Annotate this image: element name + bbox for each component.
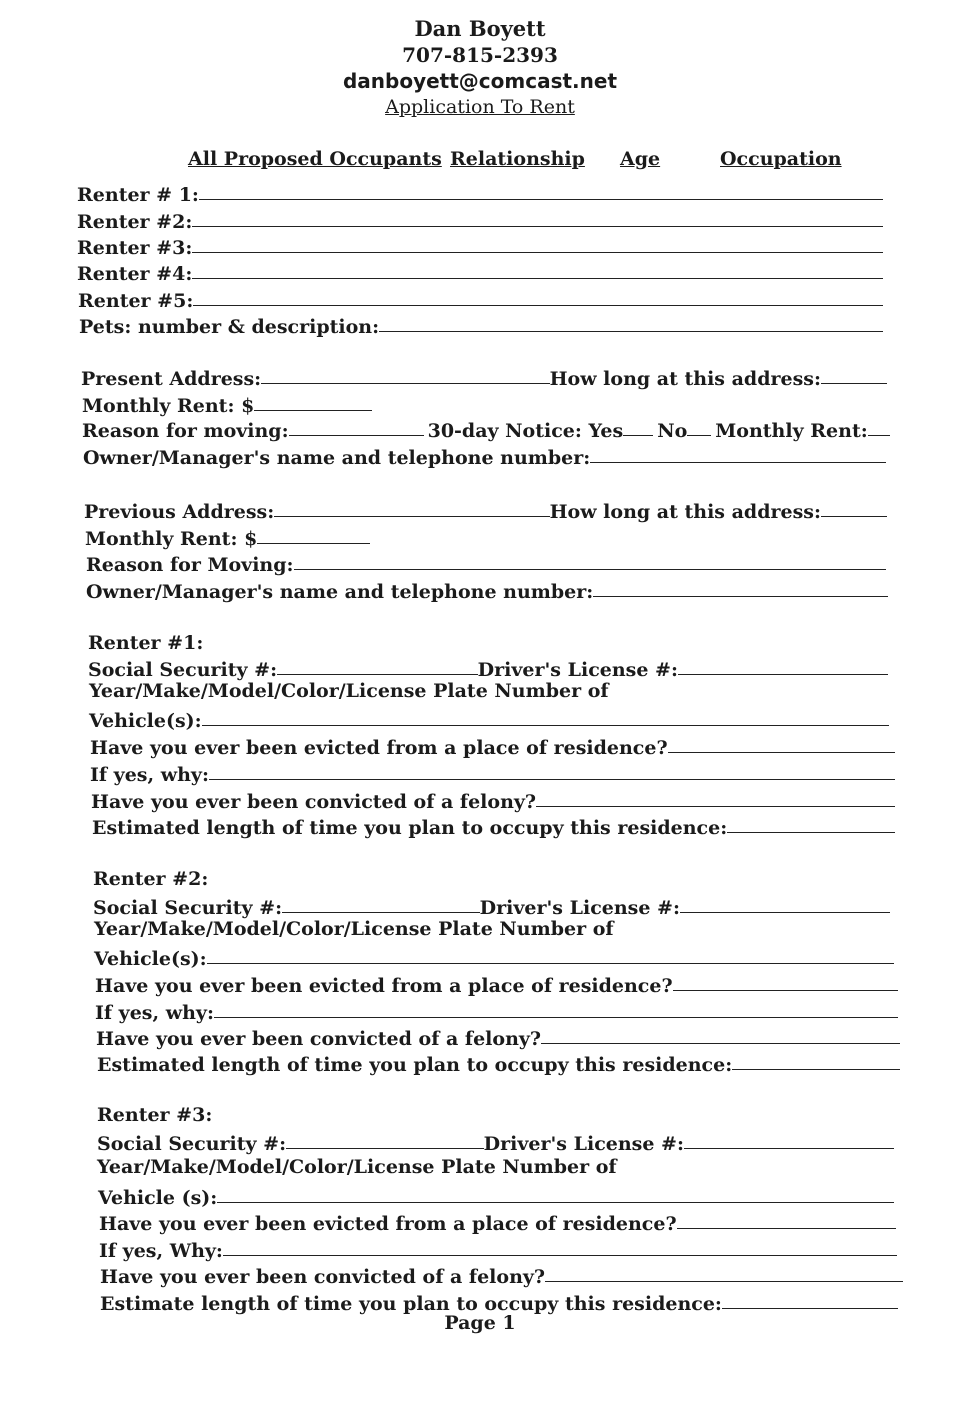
renter-1-felony-field[interactable] <box>536 806 895 807</box>
renter-2-dl-field[interactable] <box>680 912 890 913</box>
renter-1-vehicle-field[interactable] <box>202 725 889 726</box>
renter-2-vehicle-field[interactable] <box>207 963 894 964</box>
dl-label: Driver's License #: <box>483 1133 684 1155</box>
renter-1-ssn-field[interactable] <box>277 674 478 675</box>
evicted-label: Have you ever been evicted from a place of residence? <box>99 1213 677 1235</box>
occupant-row <box>77 180 883 206</box>
evicted-label: Have you ever been evicted from a place of residence? <box>95 975 673 997</box>
occupant-1-field[interactable] <box>199 199 883 200</box>
evicted-label: Have you ever been evicted from a place of residence? <box>90 737 668 759</box>
occupant-2-field[interactable] <box>192 226 883 227</box>
occupant-label: Renter #2: <box>77 211 193 233</box>
notice-yes-label: 30-day Notice: Yes <box>427 420 624 442</box>
column-age: Age <box>620 148 661 170</box>
present-how-long-label: How long at this address: <box>549 368 821 390</box>
column-occupants: All Proposed Occupants <box>188 148 442 170</box>
pets-row <box>79 312 883 338</box>
renter-2-length-field[interactable] <box>732 1069 900 1070</box>
renter-1-title: Renter #1: <box>88 632 204 654</box>
previous-address-field[interactable] <box>274 516 549 517</box>
felony-label: Have you ever been convicted of a felony? <box>100 1266 546 1288</box>
renter-2-evicted-row <box>95 971 898 997</box>
occupant-row <box>77 259 883 285</box>
previous-reason-field[interactable] <box>294 569 886 570</box>
renter-1-vehicle-row <box>89 706 889 732</box>
occupant-3-field[interactable] <box>192 252 883 253</box>
renter-2-vehicle-row <box>94 944 894 970</box>
notice-no-field[interactable] <box>687 435 711 436</box>
felony-label: Have you ever been convicted of a felony? <box>91 791 537 813</box>
present-how-long-field[interactable] <box>821 383 887 384</box>
present-address-row <box>81 364 887 390</box>
renter-3-vehicle-field[interactable] <box>217 1202 894 1203</box>
renter-1-ssn-row <box>88 655 888 681</box>
occupant-row <box>77 233 883 259</box>
previous-owner-field[interactable] <box>593 596 888 597</box>
present-rent-label: Monthly Rent: $ <box>82 395 255 417</box>
renter-2-felony-field[interactable] <box>541 1043 900 1044</box>
occupant-label: Renter #5: <box>78 290 194 312</box>
vehicle-sub-label: Vehicle(s): <box>89 710 202 732</box>
renter-3-why-row <box>99 1236 897 1262</box>
present-address-label: Present Address: <box>81 368 262 390</box>
occupant-4-field[interactable] <box>192 278 883 279</box>
renter-2-felony-row <box>96 1024 900 1050</box>
present-address-field[interactable] <box>261 383 549 384</box>
form-header <box>0 16 960 120</box>
renter-3-why-field[interactable] <box>223 1255 897 1256</box>
ssn-label: Social Security #: <box>93 897 283 919</box>
renter-1-evicted-row <box>90 733 895 759</box>
previous-reason-row <box>86 550 886 576</box>
previous-how-long-label: How long at this address: <box>549 501 821 523</box>
renter-3-evicted-field[interactable] <box>677 1228 896 1229</box>
dl-label: Driver's License #: <box>479 897 680 919</box>
vehicle-sub-label: Vehicle (s): <box>98 1187 218 1209</box>
vehicle-label: Year/Make/Model/Color/License Plate Number of <box>89 680 609 702</box>
previous-rent-label: Monthly Rent: $ <box>85 528 258 550</box>
length-label: Estimated length of time you plan to occupy this residence: <box>97 1054 733 1076</box>
previous-owner-label: Owner/Manager's name and telephone number: <box>86 581 594 603</box>
renter-3-ssn-field[interactable] <box>286 1148 484 1149</box>
column-relationship: Relationship <box>450 148 585 170</box>
column-occupation: Occupation <box>720 148 842 170</box>
pets-label: Pets: number & description: <box>79 316 380 338</box>
renter-1-why-field[interactable] <box>209 779 895 780</box>
present-reason-field[interactable] <box>289 435 424 436</box>
pets-field[interactable] <box>379 331 883 332</box>
renter-2-length-row <box>97 1050 900 1076</box>
renter-1-evicted-field[interactable] <box>668 752 895 753</box>
occupant-row <box>77 207 883 233</box>
vehicle-sub-label: Vehicle(s): <box>94 948 207 970</box>
renter-2-ssn-row <box>93 893 890 919</box>
renter-2-why-row <box>95 998 898 1024</box>
present-owner-row <box>83 443 886 469</box>
landlord-email: danboyett@comcast.net <box>342 69 618 93</box>
occupant-label: Renter #3: <box>77 237 193 259</box>
previous-owner-row <box>86 577 888 603</box>
renter-3-dl-field[interactable] <box>684 1148 894 1149</box>
notice-yes-field[interactable] <box>623 435 653 436</box>
renter-2-ssn-field[interactable] <box>282 912 480 913</box>
previous-rent-field[interactable] <box>257 543 370 544</box>
length-label: Estimate length of time you plan to occupy this residence: <box>100 1293 722 1315</box>
present-rent-field[interactable] <box>254 410 372 411</box>
renter-1-why-row <box>90 760 895 786</box>
present-reason-row <box>82 416 890 442</box>
ssn-label: Social Security #: <box>97 1133 287 1155</box>
page-number: Page 1 <box>444 1312 516 1334</box>
present-owner-label: Owner/Manager's name and telephone number: <box>83 447 591 469</box>
renter-3-title: Renter #3: <box>97 1104 213 1126</box>
why-label: If yes, why: <box>95 1002 214 1024</box>
renter-1-felony-row <box>91 787 895 813</box>
renter-1-dl-field[interactable] <box>678 674 888 675</box>
previous-reason-label: Reason for Moving: <box>86 554 294 576</box>
occupant-5-field[interactable] <box>193 305 883 306</box>
occupant-row <box>78 286 883 312</box>
present-rent-row <box>82 391 372 417</box>
vehicle-label: Year/Make/Model/Color/License Plate Number of <box>94 918 614 940</box>
renter-3-ssn-row <box>97 1129 894 1155</box>
felony-label: Have you ever been convicted of a felony? <box>96 1028 542 1050</box>
vehicle-label: Year/Make/Model/Color/License Plate Number of <box>97 1156 617 1178</box>
why-label: If yes, Why: <box>99 1240 223 1262</box>
renter-3-vehicle-row <box>98 1183 894 1209</box>
landlord-phone: 707-815-2393 <box>402 43 558 67</box>
renter-3-felony-field[interactable] <box>545 1281 903 1282</box>
form-title: Application To Rent <box>385 96 575 118</box>
occupant-label: Renter # 1: <box>77 184 199 206</box>
renter-2-title: Renter #2: <box>93 868 209 890</box>
ssn-label: Social Security #: <box>88 659 278 681</box>
renter-2-why-field[interactable] <box>214 1017 898 1018</box>
present-reason-label: Reason for moving: <box>82 420 289 442</box>
why-label: If yes, why: <box>90 764 209 786</box>
previous-address-label: Previous Address: <box>84 501 275 523</box>
renter-2-evicted-field[interactable] <box>673 990 898 991</box>
renter-1-length-field[interactable] <box>727 832 895 833</box>
renter-3-length-field[interactable] <box>722 1308 898 1309</box>
occupant-label: Renter #4: <box>77 263 193 285</box>
present-rent2-label: Monthly Rent: <box>715 420 868 442</box>
length-label: Estimated length of time you plan to occupy this residence: <box>92 817 728 839</box>
previous-how-long-field[interactable] <box>821 516 887 517</box>
present-owner-field[interactable] <box>590 462 886 463</box>
dl-label: Driver's License #: <box>477 659 678 681</box>
renter-3-evicted-row <box>99 1209 896 1235</box>
notice-no-label: No <box>657 420 688 442</box>
previous-address-row <box>84 497 887 523</box>
present-rent2-field[interactable] <box>868 435 890 436</box>
previous-rent-row <box>85 524 370 550</box>
renter-3-felony-row <box>100 1262 903 1288</box>
landlord-name: Dan Boyett <box>414 16 546 41</box>
renter-1-length-row <box>92 813 895 839</box>
